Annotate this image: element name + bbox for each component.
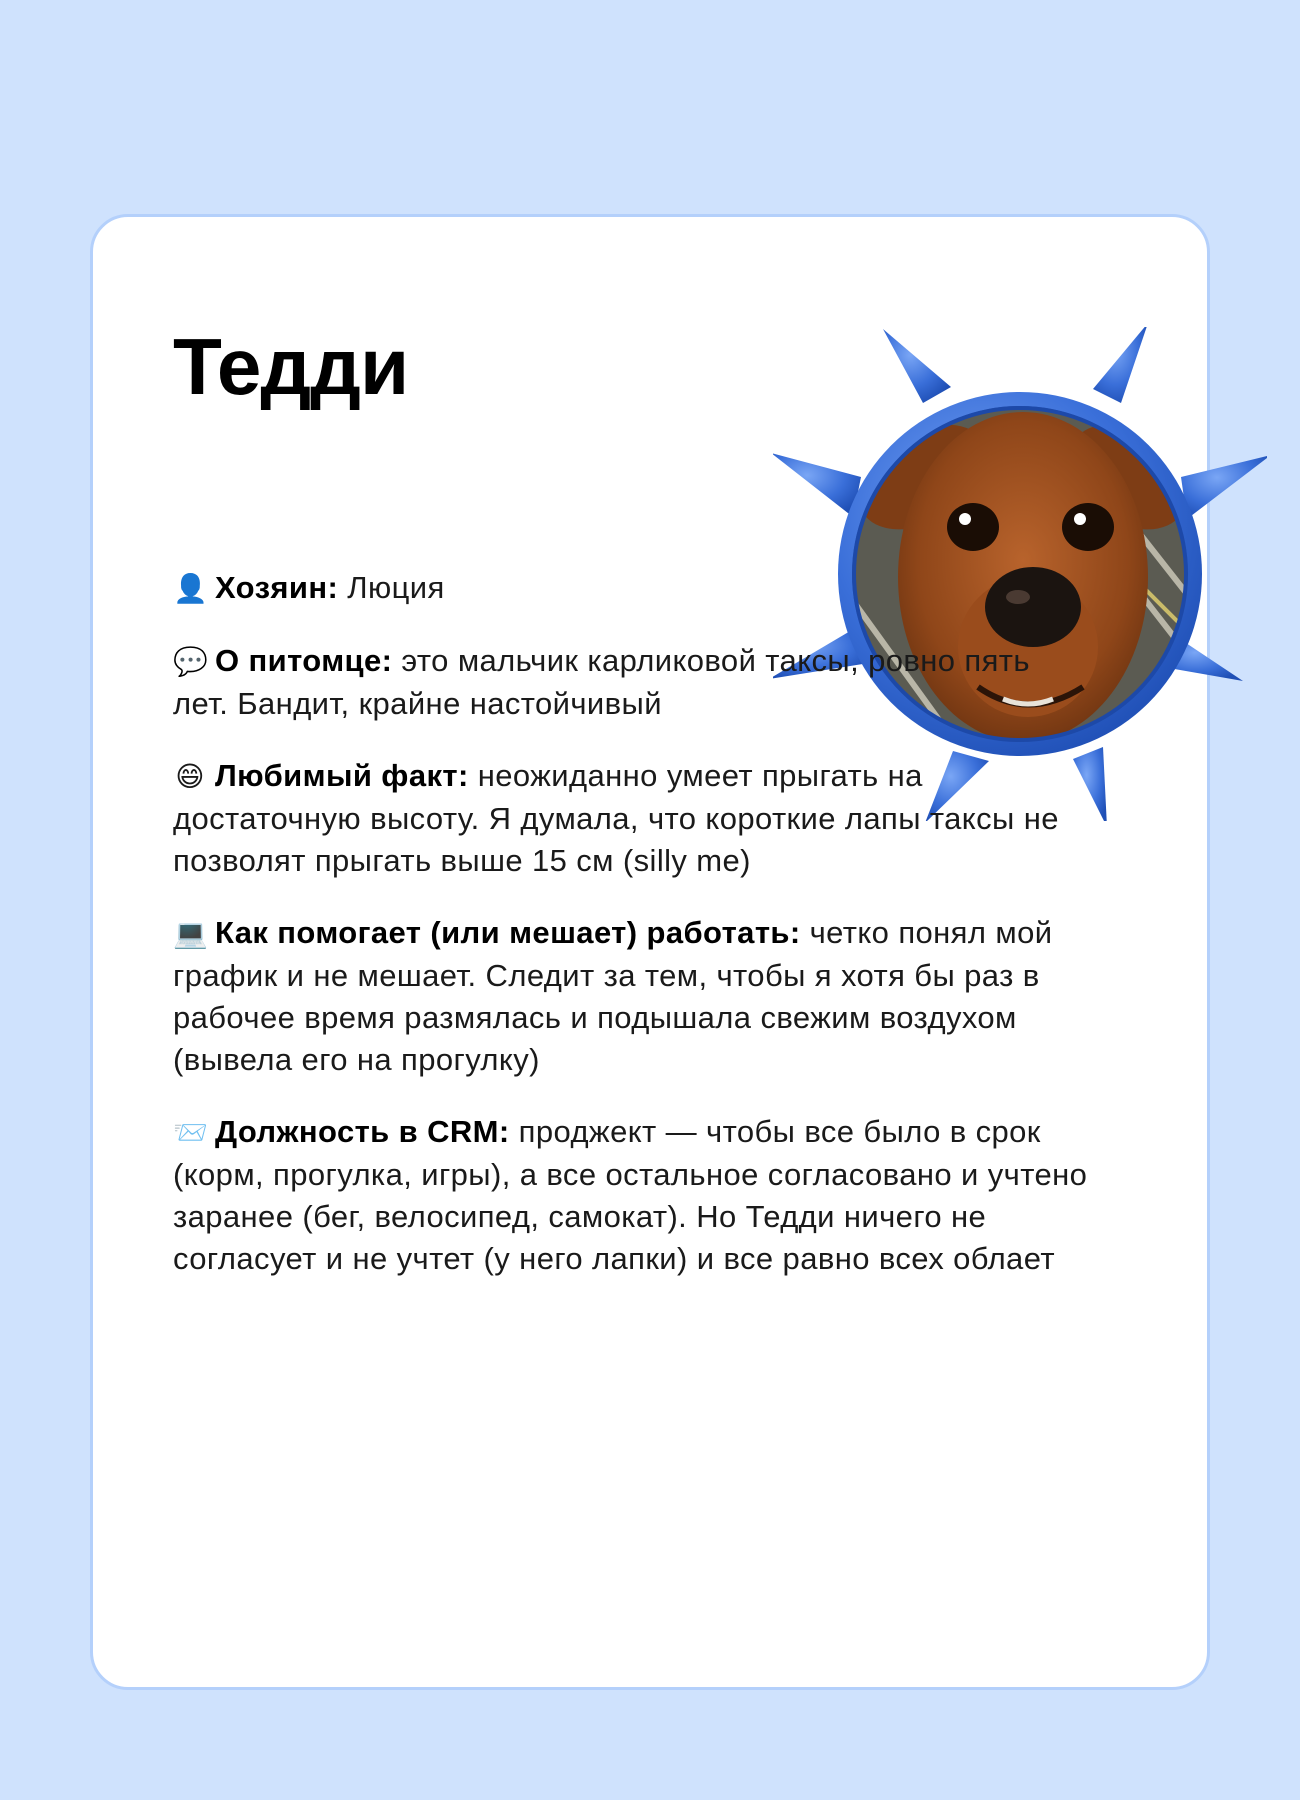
fact-work-help-text: четко понял мой график и не мешает. Следит за тем, чтобы я хотя бы раз в рабочее время размялась и подышала свежим воздухом (вывела его на прогулку)	[173, 915, 1053, 1077]
fact-favorite	[173, 755, 1093, 882]
fact-crm-position	[173, 1111, 1093, 1280]
fact-crm-position-text: проджект — чтобы все было в срок (корм, прогулка, игры), а все остальное согласовано и учтено заранее (бег, велосипед, самокат). Но Тедди ничего не согласует и не учтет (у него лапки) и все равно всех облает	[173, 1114, 1088, 1276]
fact-about-pet	[173, 640, 1093, 725]
fact-owner	[173, 567, 1093, 610]
fact-favorite-label: Любимый факт:	[215, 758, 469, 793]
fact-work-help	[173, 912, 1093, 1081]
fact-owner-label: Хозяин:	[215, 570, 339, 605]
user-silhouette-icon: 👤	[173, 572, 209, 605]
pet-facts-list	[173, 567, 1093, 1310]
speech-bubble-icon: 💬	[173, 645, 209, 678]
fact-about-pet-text: это мальчик карликовой таксы, ровно пять лет. Бандит, крайне настойчивый	[173, 643, 1030, 721]
fact-crm-position-label: Должность в CRM:	[215, 1114, 510, 1149]
fact-about-pet-label: О питомце:	[215, 643, 393, 678]
pet-name-title: Тедди	[173, 322, 409, 411]
envelope-icon: 📨	[173, 1116, 209, 1149]
laptop-icon: 💻	[173, 917, 209, 950]
fact-owner-text: Люция	[338, 570, 445, 605]
fact-favorite-text: неожиданно умеет прыгать на достаточную высоту. Я думала, что короткие лапы таксы не позволят прыгать выше 15 см (silly me)	[173, 758, 1059, 878]
grinning-face-icon: 😄	[175, 760, 205, 793]
pet-profile-card	[90, 214, 1210, 1690]
fact-work-help-label: Как помогает (или мешает) работать:	[215, 915, 801, 950]
